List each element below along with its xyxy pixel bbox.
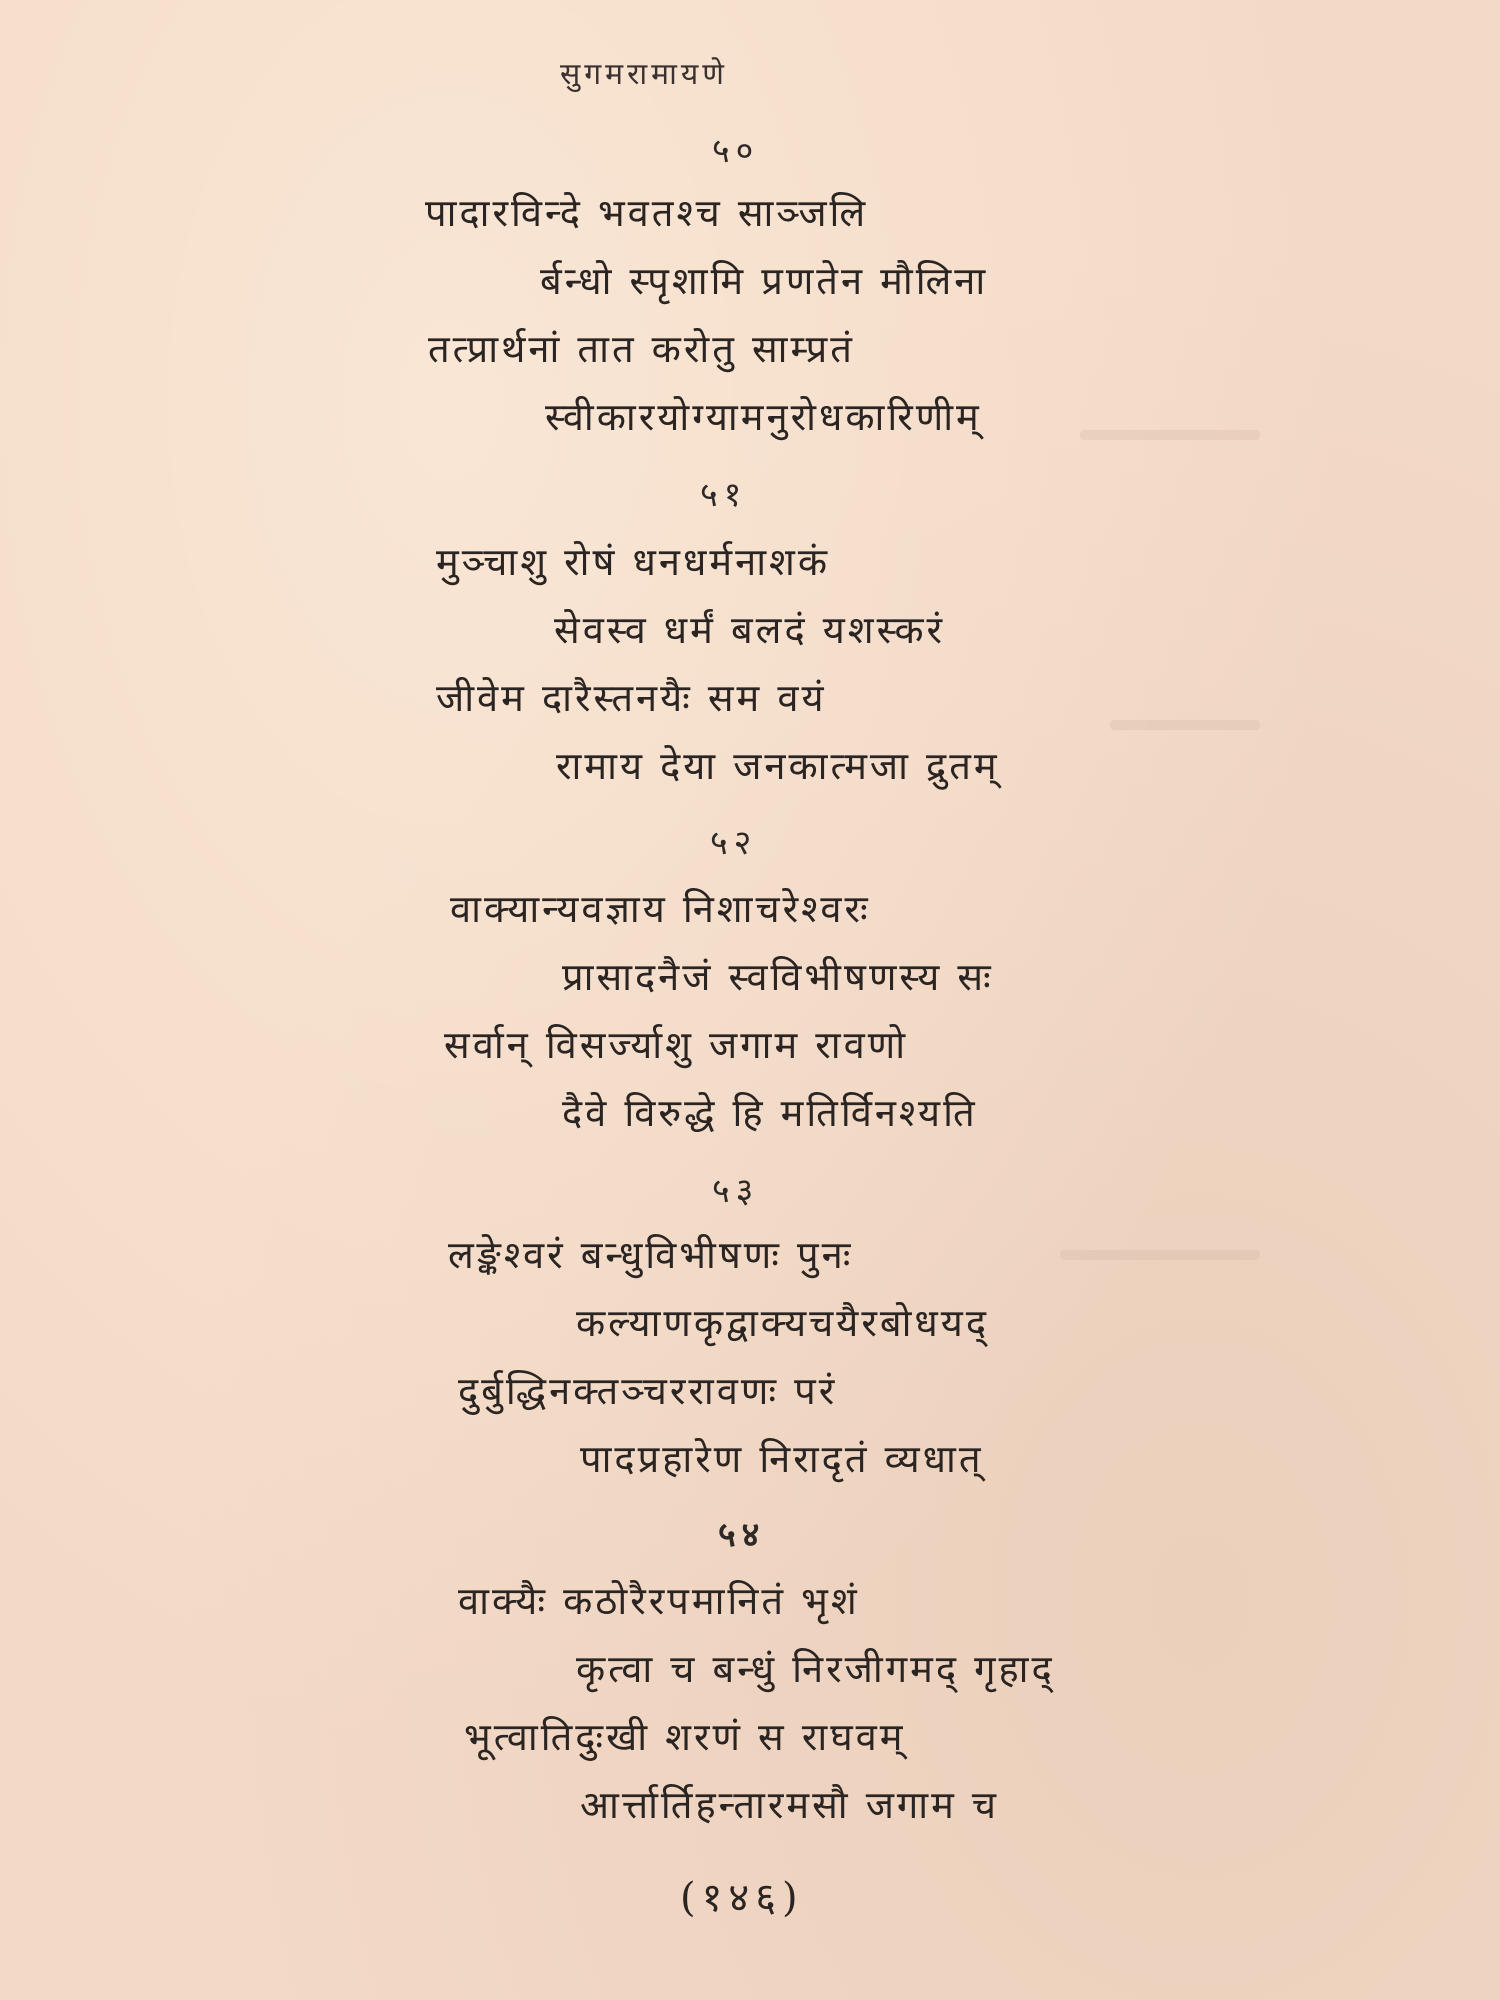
bleed-through-mark	[1060, 1250, 1260, 1260]
verse-number: ५०	[712, 131, 760, 171]
verse-line: पादारविन्दे भवतश्च साञ्जलि	[425, 191, 869, 235]
verse-number: ५२	[710, 823, 758, 863]
verse-line: मुञ्चाशु रोषं धनधर्मनाशकं	[436, 540, 831, 584]
verse-line: रामाय देया जनकात्मजा द्रुतम्	[556, 744, 1000, 788]
running-head: सुगमरामायणे	[560, 57, 728, 92]
page-number: (१४६)	[680, 1875, 804, 1921]
verse-line: र्बन्धो स्पृशामि प्रणतेन मौलिना	[540, 259, 989, 303]
verse-line: तत्प्रार्थनां तात करोतु साम्प्रतं	[428, 327, 855, 371]
verse-line: सेवस्व धर्मं बलदं यशस्करं	[554, 608, 946, 652]
verse-line: वाक्यान्यवज्ञाय निशाचरेश्वरः	[450, 887, 871, 931]
verse-line: सर्वान् विसर्ज्याशु जगाम रावणो	[444, 1023, 909, 1067]
verse-line: भूत्वातिदुःखी शरणं स राघवम्	[464, 1715, 906, 1759]
verse-line: लङ्केश्वरं बन्धुविभीषणः पुनः	[448, 1233, 854, 1277]
verse-line: प्रासादनैजं स्वविभीषणस्य सः	[562, 955, 994, 999]
verse-line: स्वीकारयोग्यामनुरोधकारिणीम्	[545, 395, 982, 439]
verse-line: पादप्रहारेण निरादृतं व्यधात्	[580, 1437, 984, 1481]
verse-number: ५३	[712, 1171, 760, 1211]
verse-line: कृत्वा च बन्धुं निरजीगमद् गृहाद्	[576, 1647, 1055, 1691]
verse-number: ५४	[718, 1515, 766, 1555]
verse-line: दैवे विरुद्धे हि मतिर्विनश्यति	[562, 1091, 978, 1135]
verse-number: ५१	[700, 475, 748, 515]
verse-line: आर्त्तार्तिहन्तारमसौ जगाम च	[580, 1783, 1000, 1827]
verse-line: कल्याणकृद्वाक्यचयैरबोधयद्	[576, 1301, 989, 1345]
bleed-through-mark	[1110, 720, 1260, 730]
bleed-through-mark	[1080, 430, 1260, 440]
verse-line: जीवेम दारैस्तनयैः सम वयं	[436, 676, 827, 720]
verse-line: वाक्यैः कठोरैरपमानितं भृशं	[458, 1579, 860, 1623]
verse-line: दुर्बुद्धिनक्तञ्चररावणः परं	[458, 1369, 838, 1413]
